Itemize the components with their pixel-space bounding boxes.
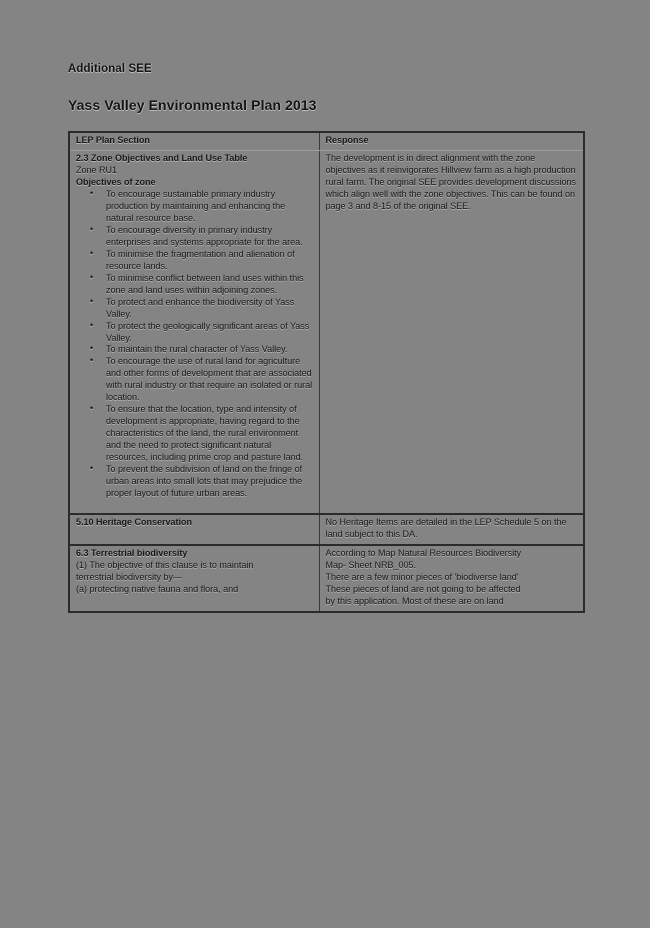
table-row: [69, 514, 584, 545]
list-item: • To minimise conflict between land uses within this zone and land uses within adjoining zones.: [76, 273, 313, 297]
cell-spacer: [76, 529, 313, 539]
cell-response-zone-objectives: [319, 150, 584, 514]
objectives-list: [76, 189, 313, 500]
response-line: Map- Sheet NRB_005.: [325, 559, 417, 570]
table-header-row: [69, 132, 584, 150]
table-row: [69, 150, 584, 514]
response-line: There are a few minor pieces of 'biodiverse land': [325, 571, 519, 582]
list-item: • To minimise the fragmentation and alienation of resource lands.: [76, 249, 313, 273]
cell-spacer: [76, 500, 313, 510]
response-line: by this application. Most of these are on land: [325, 595, 504, 606]
list-item: • To protect and enhance the biodiversity of Yass Valley.: [76, 297, 313, 321]
list-item: • To ensure that the location, type and intensity of development is appropriate, having regard to the characteristics of the land, the rural environment and the need to protect significant natural resources, including prime crop and pasture land.: [76, 404, 313, 464]
section-line: (1) The objective of this clause is to maintain: [76, 559, 254, 570]
response-line: These pieces of land are not going to be affected: [325, 583, 521, 594]
section-line: (a) protecting native fauna and flora, and: [76, 583, 239, 594]
list-item: • To prevent the subdivision of land on the fringe of urban areas into small lots that may prejudice the proper layout of future urban areas.: [76, 464, 313, 500]
section-title: 2.3 Zone Objectives and Land Use Table: [76, 152, 248, 163]
cell-section-biodiversity: [69, 545, 319, 612]
section-line: terrestrial biodiversity by—: [76, 571, 183, 582]
cell-section-zone-objectives: [69, 150, 319, 514]
list-item: • To encourage the use of rural land for agriculture and other forms of development that are associated with rural industry or that require an isolated or rural location.: [76, 356, 313, 404]
list-item: • To encourage sustainable primary industry production by maintaining and enhancing the natural resource base.: [76, 189, 313, 225]
list-item: • To protect the geologically significant areas of Yass Valley.: [76, 321, 313, 345]
response-line: According to Map Natural Resources Biodiversity: [325, 548, 522, 558]
section-subheading: Objectives of zone: [76, 176, 156, 187]
list-item: • To maintain the rural character of Yass Valley.: [76, 344, 313, 356]
table-row: [69, 545, 584, 612]
cell-response-heritage: [319, 514, 584, 545]
column-header-response: Response: [319, 132, 584, 150]
section-title: 6.3 Terrestrial biodiversity: [76, 548, 188, 558]
list-item: • To encourage diversity in primary industry enterprises and systems appropriate for the area.: [76, 225, 313, 249]
response-text: The development is in direct alignment with the zone objectives as it reinvigorates Hillview farm as a high production rural farm. The original SEE provides development discussions which align well with the zone objectives. This can be found on page 3 and 8-15 of the original SEE.: [325, 152, 576, 211]
section-title: 5.10 Heritage Conservation: [76, 517, 193, 528]
response-text: No Heritage Items are detailed in the LEP Schedule 5 on the land subject to this DA.: [325, 517, 567, 540]
cell-section-heritage: [69, 514, 319, 545]
cell-response-biodiversity: [319, 545, 584, 612]
column-header-section: LEP Plan Section: [69, 132, 319, 150]
page-title: Yass Valley Environmental Plan 2013: [68, 97, 317, 113]
section-zone: Zone RU1: [76, 164, 118, 175]
page-subtitle: Additional SEE: [68, 63, 152, 75]
lep-response-table: [68, 131, 585, 613]
